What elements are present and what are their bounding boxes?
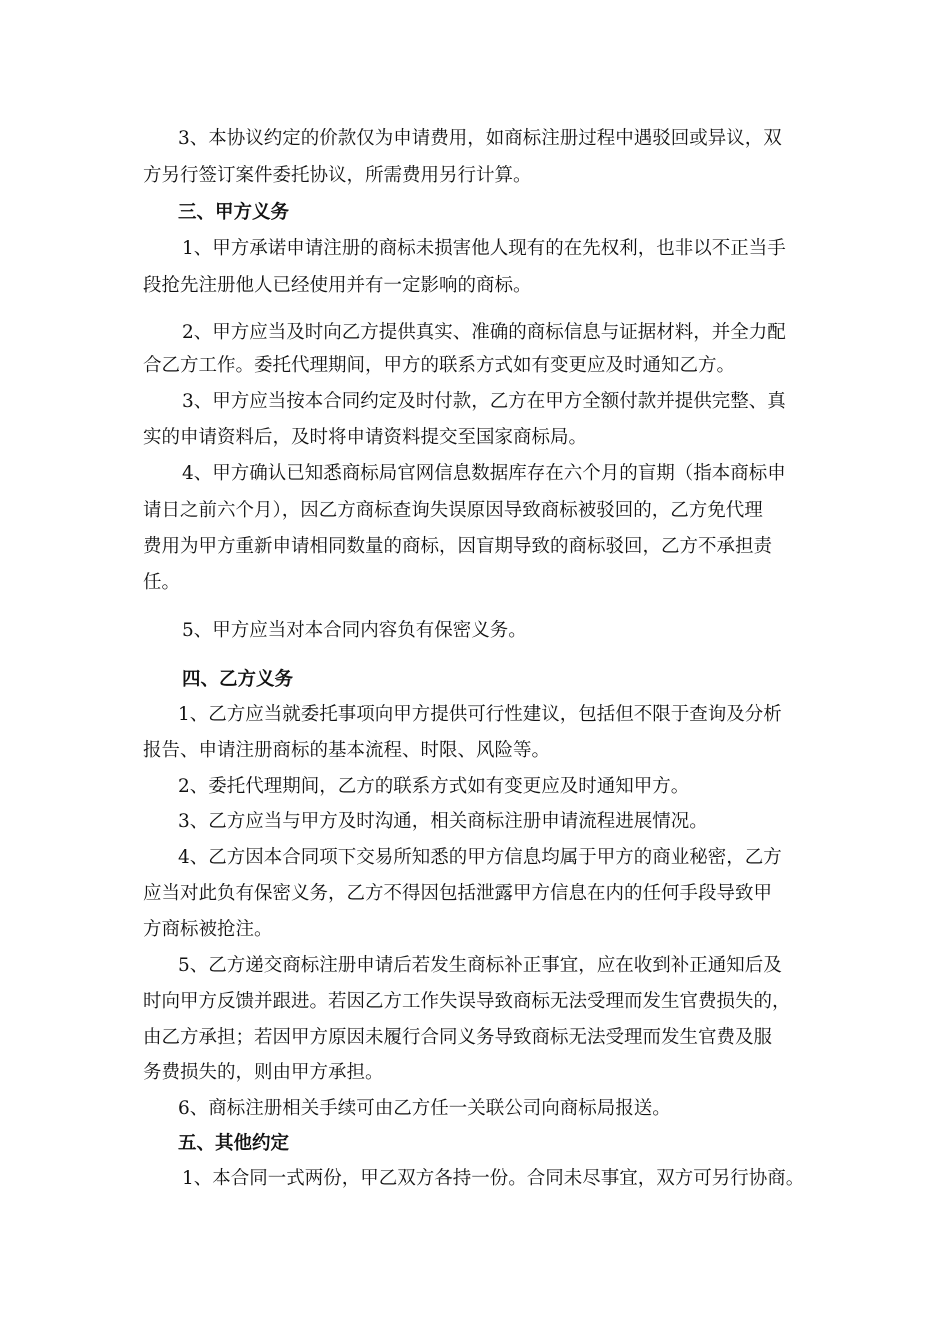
text-line: 4、乙方因本合同项下交易所知悉的甲方信息均属于甲方的商业秘密，乙方	[178, 847, 782, 868]
text-line: 由乙方承担；若因甲方原因未履行合同义务导致商标无法受理而发生官费及服	[143, 1027, 773, 1048]
section-heading: 四、乙方义务	[182, 669, 294, 690]
text-line: 段抢先注册他人已经使用并有一定影响的商标。	[143, 275, 532, 296]
text-line: 2、委托代理期间，乙方的联系方式如有变更应及时通知甲方。	[178, 776, 690, 797]
text-line: 2、甲方应当及时向乙方提供真实、准确的商标信息与证据材料，并全力配	[182, 322, 786, 343]
text-line: 方商标被抢注。	[143, 919, 273, 940]
text-line: 报告、申请注册商标的基本流程、时限、风险等。	[143, 740, 551, 761]
text-line: 任。	[143, 572, 181, 593]
text-line: 合乙方工作。委托代理期间，甲方的联系方式如有变更应及时通知乙方。	[143, 355, 736, 376]
text-line: 1、甲方承诺申请注册的商标未损害他人现有的在先权利，也非以不正当手	[182, 238, 786, 259]
section-heading: 三、甲方义务	[178, 202, 290, 223]
text-line: 时向甲方反馈并跟进。若因乙方工作失误导致商标无法受理而发生官费损失的，	[143, 991, 791, 1012]
text-line: 6、商标注册相关手续可由乙方任一关联公司向商标局报送。	[178, 1098, 671, 1119]
text-line: 实的申请资料后，及时将申请资料提交至国家商标局。	[143, 427, 588, 448]
text-line: 费用为甲方重新申请相同数量的商标，因盲期导致的商标驳回，乙方不承担责	[143, 536, 773, 557]
text-line: 请日之前六个月），因乙方商标查询失误原因导致商标被驳回的，乙方免代理	[143, 500, 763, 521]
text-line: 务费损失的，则由甲方承担。	[143, 1062, 384, 1083]
text-line: 3、甲方应当按本合同约定及时付款，乙方在甲方全额付款并提供完整、真	[182, 391, 786, 412]
section-heading: 五、其他约定	[178, 1133, 290, 1154]
text-line: 方另行签订案件委托协议，所需费用另行计算。	[143, 165, 532, 186]
text-line: 1、本合同一式两份，甲乙双方各持一份。合同未尽事宜，双方可另行协商。	[182, 1168, 805, 1189]
text-line: 3、乙方应当与甲方及时沟通，相关商标注册申请流程进展情况。	[178, 811, 708, 832]
text-line: 4、甲方确认已知悉商标局官网信息数据库存在六个月的盲期（指本商标申	[182, 463, 786, 484]
text-line: 5、乙方递交商标注册申请后若发生商标补正事宜，应在收到补正通知后及	[178, 955, 782, 976]
text-line: 5、甲方应当对本合同内容负有保密义务。	[182, 620, 527, 641]
text-line: 1、乙方应当就委托事项向甲方提供可行性建议，包括但不限于查询及分析	[178, 704, 782, 725]
text-line: 3、本协议约定的价款仅为申请费用，如商标注册过程中遇驳回或异议，双	[178, 128, 782, 149]
text-line: 应当对此负有保密义务，乙方不得因包括泄露甲方信息在内的任何手段导致甲	[143, 883, 773, 904]
